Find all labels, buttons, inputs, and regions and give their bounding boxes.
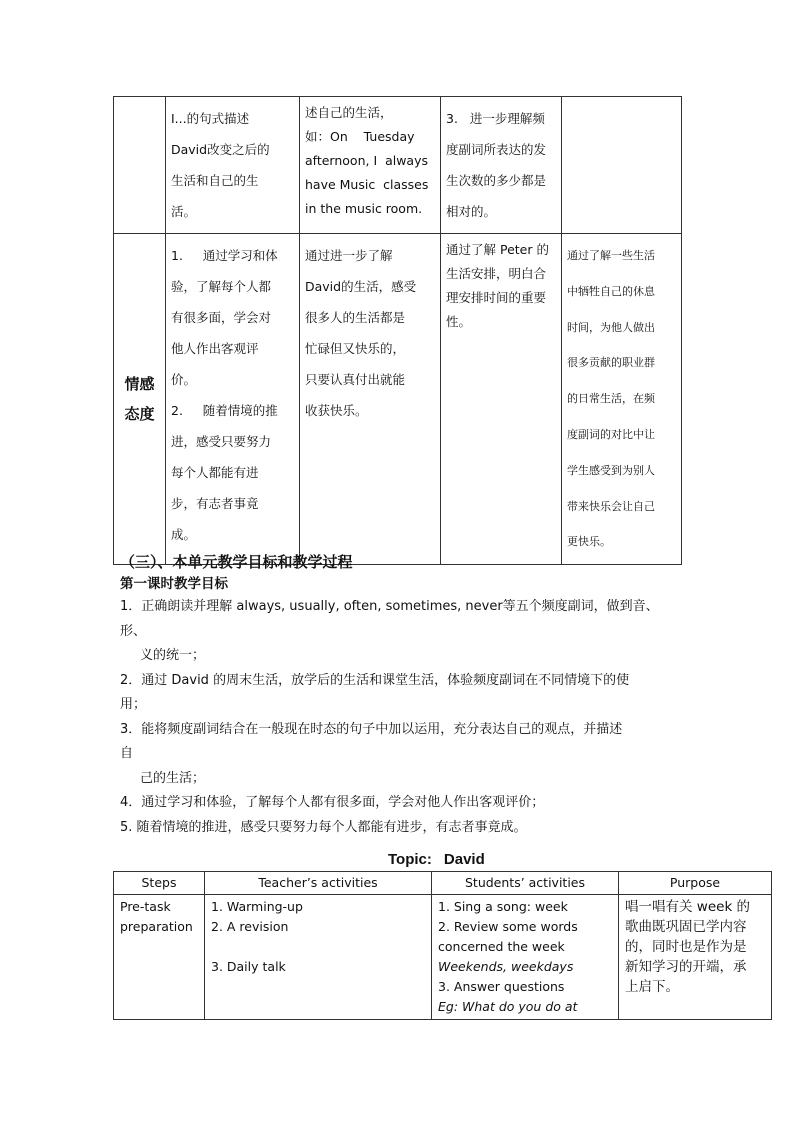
cell-line: David改变之后的 bbox=[171, 142, 270, 157]
objective-line: 1．正确朗读并理解 always, usually, often, sometimes, never等五个频度副词，做到音、 bbox=[120, 599, 659, 614]
cell-line: afternoon, I always bbox=[305, 153, 428, 168]
cell-line: 生活安排，明白合 bbox=[446, 266, 547, 281]
cell-line: 很多人的生活都是 bbox=[305, 310, 406, 325]
cell-r1-c3 bbox=[441, 97, 562, 234]
cell-line: 相对的。 bbox=[446, 204, 497, 219]
cell-line: 带来快乐会让自己 bbox=[567, 499, 655, 513]
objective-line: 义的统一； bbox=[140, 648, 206, 663]
topic-label: Topic: bbox=[388, 851, 432, 868]
column-header: Steps bbox=[114, 872, 205, 895]
row-header-line: 情感 bbox=[124, 375, 155, 394]
cell-line: 通过了解 Peter 的 bbox=[446, 242, 549, 257]
cell-line: 1. Sing a song: week bbox=[438, 899, 568, 914]
purpose-cell bbox=[619, 895, 772, 1020]
cell-r2-c1 bbox=[166, 234, 300, 565]
row-header-empty bbox=[114, 97, 166, 234]
cell-line: 2. Review some words bbox=[438, 919, 578, 934]
cell-line: 只要认真付出就能 bbox=[305, 372, 406, 387]
column-header: Purpose bbox=[619, 872, 772, 895]
cell-line: 活。 bbox=[171, 204, 197, 219]
row-header-attitude bbox=[114, 234, 166, 565]
cell-line: 学生感受到为别人 bbox=[567, 463, 655, 477]
cell-line: 他人作出客观评 bbox=[171, 341, 259, 356]
cell-line: 收获快乐。 bbox=[305, 403, 368, 418]
cell-r1-c2 bbox=[300, 97, 441, 234]
cell-line: 1. Warming-up bbox=[211, 899, 303, 914]
cell-line: 通过了解一些生活 bbox=[567, 249, 655, 262]
cell-r1-c4 bbox=[562, 97, 682, 234]
cell-line: I...的句式描述 bbox=[171, 111, 250, 126]
cell-line: 价。 bbox=[171, 372, 197, 387]
cell-line: in the music room. bbox=[305, 201, 423, 216]
cell-line: 理安排时间的重要 bbox=[446, 290, 547, 305]
cell-line: 时间，为他人做出 bbox=[567, 320, 655, 334]
cell-line: 上启下。 bbox=[625, 979, 679, 995]
cell-line: Pre-task bbox=[120, 899, 171, 914]
cell-line: 进，感受只要努力 bbox=[171, 434, 272, 449]
cell-r2-c3 bbox=[441, 234, 562, 565]
cell-line: 通过进一步了解 bbox=[305, 248, 393, 263]
objective-line: 自 bbox=[120, 746, 134, 761]
objective-line: 己的生活； bbox=[140, 770, 206, 786]
cell-line: 步，有志者事竟 bbox=[171, 496, 259, 511]
row-header-line: 态度 bbox=[124, 405, 155, 424]
students-cell bbox=[432, 895, 619, 1020]
cell-line: 忙碌但又快乐的， bbox=[305, 341, 406, 356]
cell-line: 中牺牲自己的休息 bbox=[567, 284, 655, 298]
cell-line: 很多贡献的职业群 bbox=[567, 356, 655, 370]
objective-line: 形、 bbox=[120, 623, 147, 639]
cell-line: 更快乐。 bbox=[567, 535, 611, 549]
cell-line: 如：On Tuesday bbox=[305, 129, 415, 144]
cell-line: 3. Answer questions bbox=[438, 979, 565, 994]
cell-line: 生次数的多少都是 bbox=[446, 173, 547, 188]
cell-line: 性。 bbox=[446, 314, 472, 329]
cell-line: 3. Daily talk bbox=[211, 959, 286, 974]
topic-heading bbox=[388, 851, 485, 868]
cell-line: 歌曲既巩固已学内容 bbox=[625, 919, 747, 935]
cell-line: 3. 进一步理解频 bbox=[446, 111, 545, 126]
cell-line: Eg: What do you do at bbox=[438, 999, 578, 1014]
cell-line: 度副词的对比中让 bbox=[567, 427, 655, 441]
cell-line: preparation bbox=[120, 919, 193, 934]
cell-line: David的生活，感受 bbox=[305, 279, 417, 294]
table-row bbox=[114, 895, 772, 1020]
objective-line: 3．能将频度副词结合在一般现在时态的句子中加以运用，充分表达自己的观点，并描述 bbox=[120, 721, 623, 737]
cell-line: concerned the week bbox=[438, 939, 565, 954]
section-subtitle: 第一课时教学目标 bbox=[120, 576, 228, 592]
steps-cell bbox=[114, 895, 205, 1020]
cell-line: 唱一唱有关 week 的 bbox=[625, 899, 751, 915]
column-header: Students’ activities bbox=[432, 872, 619, 895]
cell-line bbox=[211, 937, 425, 957]
cell-r2-c2 bbox=[300, 234, 441, 565]
cell-line: 每个人都能有进 bbox=[171, 465, 259, 480]
cell-r1-c1 bbox=[166, 97, 300, 234]
cell-line: 的，同时也是作为是 bbox=[625, 939, 747, 955]
objective-line: 2．通过 David 的周末生活，放学后的生活和课堂生活，体验频度副词在不同情境下的使 bbox=[120, 672, 630, 688]
objective-line: 4．通过学习和体验，了解每个人都有很多面，学会对他人作出客观评价； bbox=[120, 795, 545, 810]
topic-value: David bbox=[443, 851, 485, 868]
cell-line: 2. A revision bbox=[211, 919, 289, 934]
objectives-table bbox=[113, 96, 682, 565]
teacher-cell bbox=[205, 895, 432, 1020]
lesson-plan-table bbox=[113, 871, 772, 1020]
cell-line: 验，了解每个人都 bbox=[171, 279, 272, 294]
cell-line: Weekends, weekdays bbox=[438, 959, 574, 974]
cell-line: have Music classes bbox=[305, 177, 429, 192]
cell-line: 新知学习的开端，承 bbox=[625, 959, 747, 975]
table-row bbox=[114, 97, 682, 234]
objectives-list bbox=[120, 595, 665, 840]
cell-line: 1. 通过学习和体 bbox=[171, 248, 278, 263]
section-title: （三）、本单元教学目标和教学过程 bbox=[120, 553, 353, 571]
table-row bbox=[114, 234, 682, 565]
cell-line: 成。 bbox=[171, 527, 197, 542]
cell-line: 生活和自己的生 bbox=[171, 173, 259, 188]
column-header: Teacher’s activities bbox=[205, 872, 432, 895]
cell-line: 有很多面，学会对 bbox=[171, 310, 272, 325]
cell-line: 述自己的生活， bbox=[305, 105, 393, 120]
table-header-row bbox=[114, 872, 772, 895]
cell-r2-c4 bbox=[562, 234, 682, 565]
objective-line: 5. 随着情境的推进，感受只要努力每个人都能有进步，有志者事竟成。 bbox=[120, 819, 527, 835]
cell-line: 的日常生活，在频 bbox=[567, 392, 655, 406]
cell-line: 度副词所表达的发 bbox=[446, 142, 547, 157]
cell-line: 2. 随着情境的推 bbox=[171, 403, 278, 418]
objective-line: 用； bbox=[120, 697, 147, 712]
